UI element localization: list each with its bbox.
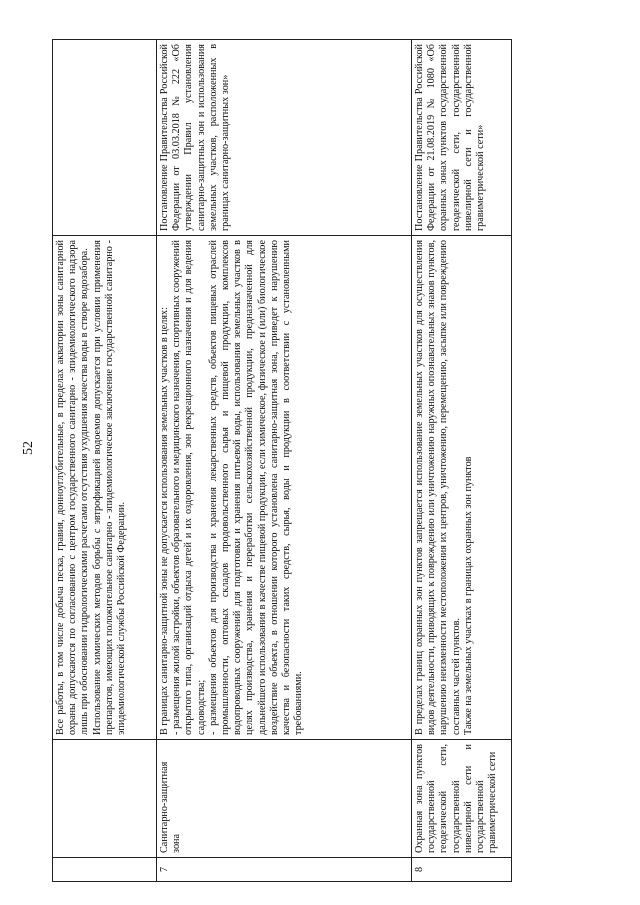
restrictions-table: [52, 39, 512, 882]
zone-name: Санитарно-защитная зона: [157, 740, 412, 858]
row-number: [53, 858, 157, 882]
zone-name: [53, 740, 157, 858]
table-row: [53, 40, 157, 882]
table-row: [412, 40, 512, 882]
row-number: 8: [412, 858, 512, 882]
row-number: 7: [157, 858, 412, 882]
restrictions-text: [412, 236, 512, 740]
paragraph: - размещения жилой застройки, объектов образовательного и медицинского назначения, спортивных сооружений открытого типа, организаций отдыха детей и их оздоровления, зон рекреационного назначения и для ведения садоводства;: [171, 240, 207, 735]
paragraph: В пределах границ охранных зон пунктов запрещается использование земельных участков для осуществления видов деятельности, приводящих к повреждению или уничтожению наружных опознавательных знаков пунктов, нарушению неизменности местоположения их центров, уничтожению, перемещению, засыпке или повреждению составных частей пунктов.: [414, 240, 462, 735]
table-row: [157, 40, 412, 882]
legal-basis: [53, 40, 157, 236]
page-number: 52: [21, 441, 36, 455]
paragraph: Все работы, в том числе добыча песка, гравия, донноуглубительные, в пределах акватории зоны санитарной охраны допускаются по согласованию с центром государственного санитарно - эпидемиологического надзора лишь при обосновании гидрологическими расчетами отсутствия ухудшения качества воды в створе водозабора.: [55, 240, 91, 735]
paragraph: Использование химических методов борьбы с эвтрофикацией водоемов допускается при условии применения препаратов, имеющих положительное санитарно - эпидемиологическое заключение государственной санитарно - эпидемиологической службы Российской Федерации.: [91, 240, 128, 735]
paragraph: Также на земельных участках в границах охранных зон пунктов: [462, 456, 474, 735]
paragraph: - размещения объектов для производства и хранения лекарственных средств, объектов пищевых отраслей промышленности, оптовых складов продовольственного сырья и пищевой продукции, комплексов водопроводных сооружений для подготовки и хранения питьевой воды, использования земельных участков в целях производства, хранения и переработки сельскохозяйственной продукции, предназначенной для дальнейшего использования в качестве пищевой продукции, если химическое, физическое и (или) биологическое воздействие объекта, в отношении которого установлена санитарно-защитная зона, приведет к нарушению качества и безопасности таких средств, сырья, воды и продукции в соответствии с установленными требованиями.: [207, 240, 305, 735]
paragraph: В границах санитарно-защитной зоны не допускается использования земельных участков в целях:: [159, 307, 170, 735]
restrictions-text: [53, 236, 157, 740]
zone-name: Охранная зона пунктов государственной геодезической сети, государственной нивелирной сети и государственной гравиметрической сети: [412, 740, 512, 858]
document-table-rotated: [52, 40, 592, 882]
restrictions-text: [157, 236, 412, 740]
legal-basis: Постановление Правительства Российской Федерации от 21.08.2019 № 1080 «Об охранных зонах пунктов государственной геодезической сети, государственной нивелирной сети и государственной гравиметрической сети»: [412, 40, 512, 236]
legal-basis: Постановление Правительства Российской Федерации от 03.03.2018 № 222 «Об утверждении Правил установления санитарно-защитных зон и использования земельных участков, расположенных в границах санитарно-защитных зон»: [157, 40, 412, 236]
